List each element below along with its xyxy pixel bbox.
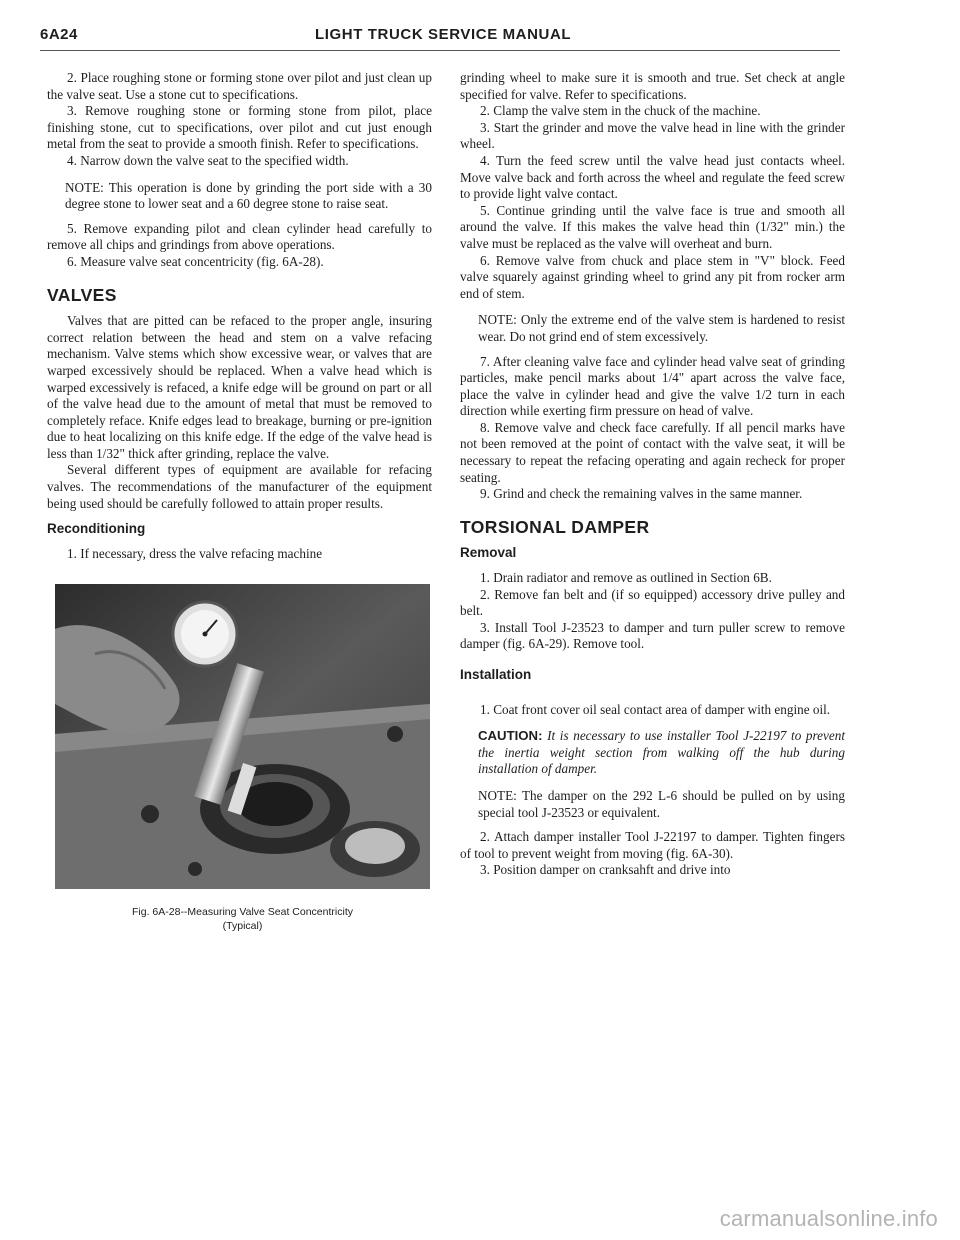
step-paragraph: 3. Remove roughing stone or forming stone from pilot, place finishing stone, cut to specifications, over pilot and cut just enough metal from the seat to provide a smooth finish. Refer to specifications. xyxy=(47,103,432,152)
subheading-installation: Installation xyxy=(460,667,532,682)
step-paragraph: 3. Position damper on cranksahft and drive into xyxy=(480,862,731,878)
step-paragraph: 6. Measure valve seat concentricity (fig. 6A-28). xyxy=(67,253,324,269)
caution-label: CAUTION: xyxy=(478,728,543,744)
step-paragraph: 1. If necessary, dress the valve refacing machine xyxy=(67,545,323,561)
step-paragraph: 2. Attach damper installer Tool J-22197 to damper. Tighten fingers of tool to prevent weight from moving (fig. 6A-30). xyxy=(460,829,845,861)
page-header xyxy=(40,20,840,60)
section-heading-torsional-damper: TORSIONAL DAMPER xyxy=(460,516,650,537)
note-paragraph: NOTE: Only the extreme end of the valve stem is hardened to resist wear. Do not grind end of stem excessively. xyxy=(478,312,845,344)
step-paragraph: 2. Place roughing stone or forming stone over pilot and just clean up the valve seat. Use a stone cut to specifications. xyxy=(47,70,432,102)
figure-6a-28 xyxy=(55,584,430,933)
caution-paragraph xyxy=(478,728,845,778)
step-paragraph: 5. Remove expanding pilot and clean cylinder head carefully to remove all chips and grindings from above operations. xyxy=(47,220,432,253)
running-title: LIGHT TRUCK SERVICE MANUAL xyxy=(315,26,572,43)
step-paragraph: 2. Remove fan belt and (if so equipped) accessory drive pulley and belt. xyxy=(460,586,845,619)
step-paragraph: 9. Grind and check the remaining valves in the same manner. xyxy=(480,486,803,502)
step-paragraph: 1. Drain radiator and remove as outlined in Section 6B. xyxy=(480,570,772,586)
watermark-text: carmanualsonline.info xyxy=(719,1206,938,1231)
step-paragraph: 4. Narrow down the valve seat to the specified width. xyxy=(67,152,349,168)
step-paragraph: 1. Coat front cover oil seal contact area of damper with engine oil. xyxy=(480,701,831,717)
header-rule xyxy=(40,50,840,51)
left-column xyxy=(47,70,432,933)
valve-seat-photo xyxy=(55,584,430,889)
right-column xyxy=(460,70,845,879)
step-paragraph: 8. Remove valve and check face carefully. If all pencil marks have not been removed at the point of contact with the valve seat, it will be necessary to repeat the refacing operating and again recheck for proper seating. xyxy=(460,419,845,485)
caution-text: It is necessary to use installer Tool J-22197 to prevent the inertia weight section from walking off the hub during installation of damper. xyxy=(478,728,845,777)
step-paragraph: 3. Start the grinder and move the valve head in line with the grinder wheel. xyxy=(460,119,845,152)
figure-caption-line: (Typical) xyxy=(222,920,263,933)
step-paragraph: 6. Remove valve from chuck and place stem in "V" block. Feed valve squarely against grinding wheel to grind any pit from rocker arm end of stem. xyxy=(460,252,845,301)
section-heading-valves: VALVES xyxy=(47,284,117,305)
note-paragraph: NOTE: The damper on the 292 L-6 should be pulled on by using special tool J-23523 or equivalent. xyxy=(478,787,845,820)
body-paragraph: Valves that are pitted can be refaced to the proper angle, insuring correct relation between the head and stem on a valve refacing mechanism. Valve stems which show excessive wear, or valves that are warped excessively should be replaced. When a valve head which is warped excessively is refaced, a knife edge will be ground on part or all of the valve head due to the amount of metal that must be removed to completely reface. Knife edges lead to breakage, burning or pre-ignition due to heat localizing on this knife edge. If the edge of the valve head is less than 1/32" thick after grinding, replace the valve. xyxy=(47,313,432,461)
step-paragraph: 7. After cleaning valve face and cylinder head valve seat of grinding particles, make pencil marks about 1/4" apart across the valve face, place the valve in cylinder head and give the valve 1/2 turn in each direction while exerting firm pressure on head of valve. xyxy=(460,353,845,419)
subheading-removal: Removal xyxy=(460,545,517,561)
figure-caption-line: Fig. 6A-28--Measuring Valve Seat Concentricity xyxy=(132,906,353,919)
body-paragraph: grinding wheel to make sure it is smooth and true. Set check at angle specified for valve. Refer to specifications. xyxy=(460,70,845,102)
note-paragraph: NOTE: This operation is done by grinding the port side with a 30 degree stone to lower seat and a 60 degree stone to raise seat. xyxy=(65,179,432,212)
figure-caption xyxy=(55,905,430,933)
step-paragraph: 5. Continue grinding until the valve face is true and smooth all around the valve. If this makes the valve head thin (1/32" min.) the valve must be replaced as the valve will overheat and burn. xyxy=(460,202,845,251)
subheading-reconditioning: Reconditioning xyxy=(47,521,146,537)
step-paragraph: 2. Clamp the valve stem in the chuck of the machine. xyxy=(480,103,761,119)
step-paragraph: 3. Install Tool J-23523 to damper and turn puller screw to remove damper (fig. 6A-29). Remove tool. xyxy=(460,619,845,652)
step-paragraph: 4. Turn the feed screw until the valve head just contacts wheel. Move valve back and forth across the wheel and regulate the feed screw to provide light valve contact. xyxy=(460,152,845,202)
body-paragraph: Several different types of equipment are available for refacing valves. The recommendations of the manufacturer of the equipment being used should be carefully followed to attain proper results. xyxy=(47,462,432,511)
page-number: 6A24 xyxy=(40,26,78,43)
